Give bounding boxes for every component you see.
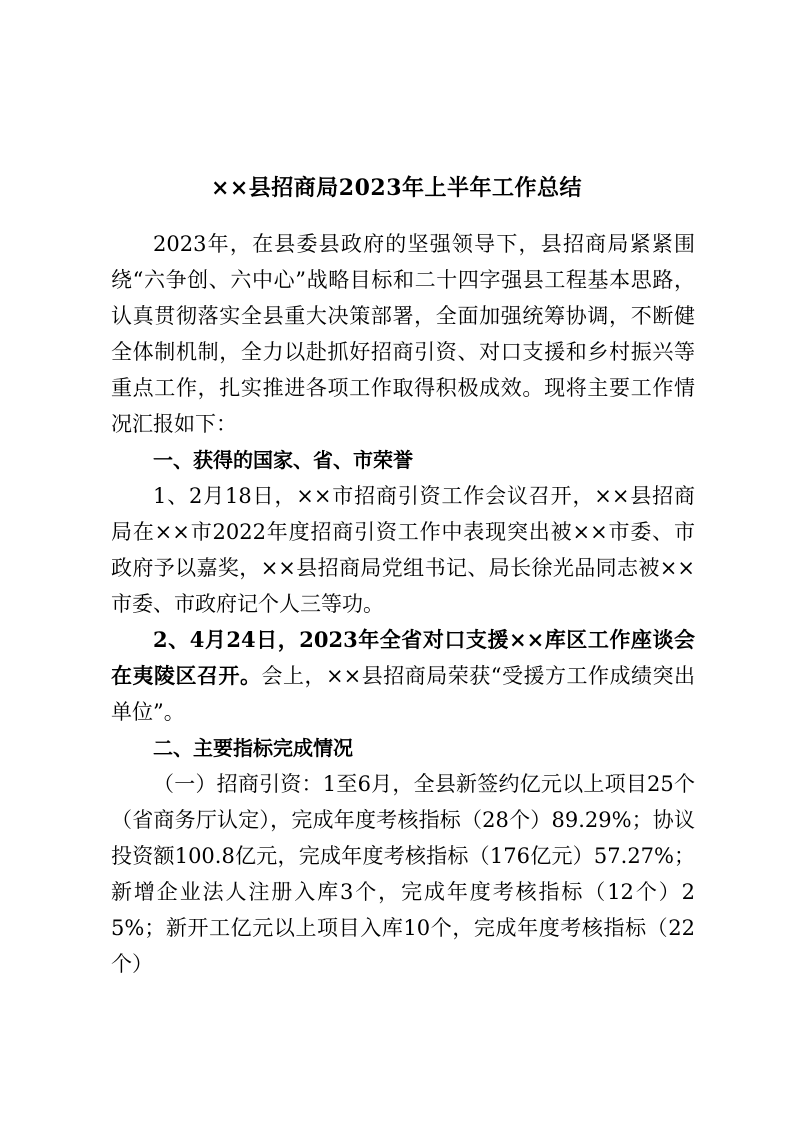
section-1-item-2-bold: 2、4月24日，2023年全省对口支援××库区工作座谈会在夷陵区召开。 <box>111 627 695 688</box>
section-1-item-2-rest: 会上，××县招商局荣获“受援方工作成绩突出单位”。 <box>111 664 696 724</box>
intro-paragraph: 2023年，在县委县政府的坚强领导下，县招商局紧紧围绕“六争创、六中心”战略目标和二十四字强县工程基本思路，认真贯彻落实全县重大决策部署，全面加强统筹协调，不断健全体制机制，全力以赴抓好招商引资、对口支援和乡村振兴等重点工作，扎实推进各项工作取得积极成效。现将主要工作情况汇报如下： <box>111 232 695 436</box>
section-1-item-1: 1、2月18日，××市招商引资工作会议召开，××县招商局在××市2022年度招商引资工作中表现突出被××市委、市政府予以嘉奖，××县招商局党组书记、局长徐光品同志被××市委、市政府记个人三等功。 <box>111 484 695 616</box>
document-body <box>111 226 695 982</box>
section-1-heading: 一、获得的国家、省、市荣誉 <box>153 448 413 472</box>
section-2-item-1: （一）招商引资：1至6月，全县新签约亿元以上项目25个（省商务厅认定），完成年度考核指标（28个）89.29%；协议投资额100.8亿元，完成年度考核指标（176亿元）57.27%；新增企业法人注册入库3个，完成年度考核指标（12个）25%；新开工亿元以上项目入库10个，完成年度考核指标（22个） <box>111 772 695 976</box>
section-1-item-2 <box>111 622 695 730</box>
document-title: ××县招商局2023年上半年工作总结 <box>210 175 583 201</box>
section-2-heading: 二、主要指标完成情况 <box>153 736 353 760</box>
